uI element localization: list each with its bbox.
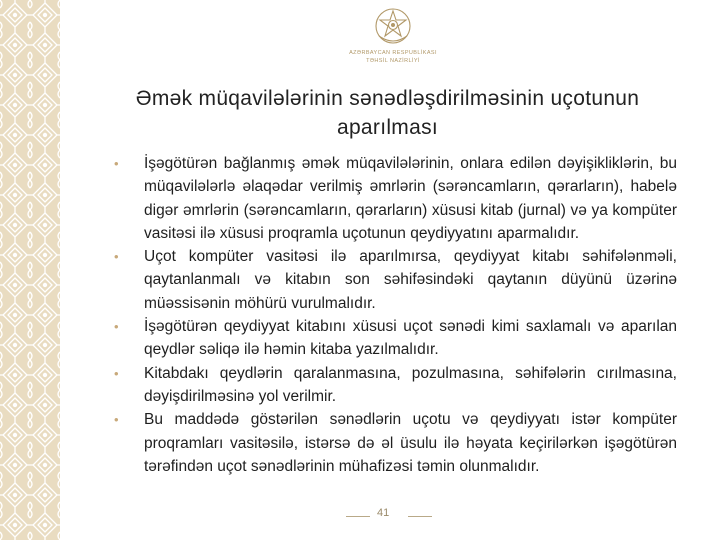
page-number: 41	[377, 507, 390, 519]
page-number-rule-right	[408, 516, 432, 517]
bullet-text: Bu maddədə göstərilən sənədlərin uçotu və qeydiyyatı istər kompüter proqramları vasitəsilə, istərsə də əl üsulu ilə həyata keçirilərkən işəgötürən tərəfindən uçot sənədlərinin mühafizəsi təmin olunmalıdır.	[144, 411, 677, 475]
bullet-dot-icon: •	[114, 365, 119, 381]
bullet-dot-icon: •	[114, 319, 119, 335]
page-number-rule-left	[346, 516, 370, 517]
emblem-icon	[373, 6, 413, 46]
bullet-dot-icon: •	[114, 156, 119, 171]
org-name-line1: AZƏRBAYCAN RESPUBLİKASI	[349, 50, 437, 56]
bullet-dot-icon: •	[114, 249, 119, 265]
ministry-emblem	[343, 6, 443, 65]
bullet-item	[114, 245, 677, 315]
bullet-item	[114, 315, 677, 362]
bullet-text: İşəgötürən qeydiyyat kitabını xüsusi uçot sənədi kimi saxlamalı və aparılan qeydlər səliqə ilə həmin kitaba yazılmalıdır.	[144, 318, 677, 359]
bullet-dot-icon: •	[114, 412, 119, 428]
bullet-text: Kitabdakı qeydlərin qaralanmasına, pozulmasına, səhifələrin cırılmasına, dəyişdirilməsinə yol verilmir.	[144, 364, 677, 405]
bullet-item	[114, 408, 677, 478]
bullet-item	[114, 152, 677, 245]
slide-title: Əmək müqavilələrinin sənədləşdirilməsinin uçotunun aparılması	[135, 87, 640, 139]
ornament-strip	[0, 0, 60, 540]
org-name-line2: TƏHSİL NAZİRLİYİ	[366, 58, 420, 64]
bullet-text: Uçot kompüter vasitəsi ilə aparılmırsa, qeydiyyat kitabı səhifələnməli, qaytanlanmalı və kitabın son səhifəsindəki qaytanın düyünü üzərinə müəssisənin möhürü vurulmalıdır.	[144, 248, 677, 312]
ornament-pattern	[0, 0, 60, 540]
bullet-list	[114, 152, 677, 478]
bullet-text: İşəgötürən bağlanmış əmək müqavilələrinin, onlara edilən dəyişikliklərin, bu müqavilələrlə əlaqədar verilmiş əmrlərin (sərəncamların, qərarların), habelə digər əmrlərin (sərəncamların, qərarların) xüsusi kitab (jurnal) və ya kompüter vasitəsi ilə xüsusi proqramla uçotunun qeydiyyatını aparmalıdır.	[144, 155, 677, 242]
bullet-item	[114, 362, 677, 409]
